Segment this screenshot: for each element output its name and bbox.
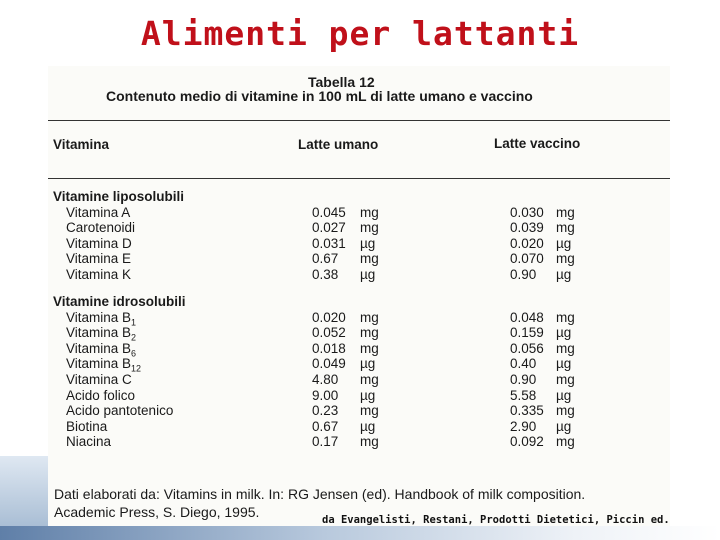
cow-milk-unit: µg: [556, 418, 572, 434]
human-milk-value: 0.17: [312, 434, 339, 450]
human-milk-unit: mg: [360, 309, 379, 325]
cow-milk-unit: µg: [556, 356, 572, 372]
human-milk-unit: µg: [360, 418, 376, 434]
vitamin-name-text: Vitamina E: [66, 251, 132, 267]
header-vitamin: Vitamina: [53, 137, 110, 152]
human-milk-unit: mg: [360, 372, 379, 387]
table-row: [48, 205, 670, 221]
human-milk-value: 0.027: [312, 220, 346, 236]
vitamin-name-text: Niacina: [66, 434, 112, 450]
table-number: Tabella 12: [308, 74, 375, 90]
vitamin-name-text: Vitamina B: [66, 325, 132, 341]
cow-milk-unit: mg: [556, 309, 575, 325]
cow-milk-value: 0.40: [510, 356, 537, 372]
human-milk-unit: mg: [360, 325, 379, 341]
human-milk-unit: µg: [360, 356, 376, 372]
table-row: [48, 236, 670, 252]
vitamin-name-text: Vitamina B: [66, 309, 132, 325]
vitamin-name-text: Acido folico: [66, 387, 136, 403]
cow-milk-value: 0.056: [510, 340, 544, 356]
citation-line-1: Dati elaborati da: Vitamins in milk. In: RG Jensen (ed). Handbook of milk composition.: [54, 486, 586, 502]
cow-milk-unit: mg: [556, 434, 575, 450]
human-milk-value: 0.67: [312, 418, 339, 434]
cow-milk-value: 0.90: [510, 267, 537, 282]
vitamin-name-text: Vitamina B: [66, 356, 132, 372]
table-row: [48, 325, 670, 341]
vitamin-name-text: Vitamina D: [66, 235, 132, 251]
vitamin-name-text: Acido pantotenico: [66, 403, 174, 419]
human-milk-value: 0.045: [312, 204, 346, 220]
cow-milk-value: 5.58: [510, 387, 537, 403]
human-milk-value: 0.031: [312, 235, 346, 251]
cow-milk-value: 2.90: [510, 418, 537, 434]
header-cow-milk: Latte vaccino: [494, 136, 581, 151]
cow-milk-unit: mg: [556, 403, 575, 419]
cow-milk-value: 0.030: [510, 204, 544, 220]
human-milk-value: 0.018: [312, 340, 346, 356]
human-milk-value: 0.67: [312, 251, 339, 267]
human-milk-unit: mg: [360, 220, 379, 236]
human-milk-value: 0.020: [312, 309, 346, 325]
vitamin-name-text: Vitamina C: [66, 372, 132, 387]
vitamin-subscript: 2: [131, 332, 137, 343]
human-milk-value: 9.00: [312, 387, 339, 403]
cow-milk-value: 0.159: [510, 325, 544, 341]
cow-milk-unit: µg: [556, 325, 572, 341]
cow-milk-unit: µg: [556, 267, 572, 282]
table-row: [48, 356, 670, 375]
cow-milk-unit: mg: [556, 372, 575, 387]
cow-milk-unit: mg: [556, 204, 575, 220]
vitamin-subscript: 6: [131, 348, 137, 359]
table-row: [48, 267, 670, 283]
human-milk-value: 0.23: [312, 403, 339, 419]
table-scan: [48, 66, 670, 526]
human-milk-unit: mg: [360, 340, 379, 356]
human-milk-unit: mg: [360, 434, 379, 450]
cow-milk-unit: mg: [556, 220, 575, 236]
decorative-strip: [0, 526, 720, 540]
table-row: [48, 251, 670, 267]
table-row: [48, 310, 670, 326]
cow-milk-value: 0.039: [510, 220, 544, 236]
slide-title: Alimenti per lattanti: [140, 14, 580, 53]
human-milk-unit: µg: [360, 267, 376, 282]
vitamin-name: [66, 434, 111, 452]
vitamin-subscript: 1: [131, 317, 137, 328]
vitamin-name-text: Vitamina A: [66, 204, 131, 220]
human-milk-unit: mg: [360, 251, 379, 267]
cow-milk-unit: mg: [556, 340, 575, 356]
human-milk-unit: µg: [360, 387, 376, 403]
vitamin-subscript: 12: [131, 364, 142, 375]
group-heading: Vitamine idrosolubili: [53, 294, 186, 309]
vitamin-name: [66, 267, 131, 285]
vitamin-name-text: Carotenoidi: [66, 220, 136, 236]
vitamin-name-text: Vitamina B: [66, 340, 132, 356]
human-milk-value: 0.38: [312, 267, 339, 282]
citation-line-2: Academic Press, S. Diego, 1995.: [54, 504, 260, 520]
cow-milk-unit: µg: [556, 387, 572, 403]
human-milk-unit: µg: [360, 235, 376, 251]
table-title: Contenuto medio di vitamine in 100 mL di latte umano e vaccino: [106, 88, 533, 104]
vitamin-name-text: Biotina: [66, 418, 108, 434]
cow-milk-value: 0.070: [510, 251, 544, 267]
cow-milk-unit: mg: [556, 251, 575, 267]
cow-milk-value: 0.020: [510, 235, 544, 251]
table-rule-top: [48, 120, 670, 121]
human-milk-value: 0.049: [312, 356, 346, 372]
human-milk-unit: mg: [360, 204, 379, 220]
table-row: [48, 388, 670, 404]
source-credit: da Evangelisti, Restani, Prodotti Dietetici, Piccin ed.: [322, 514, 670, 526]
cow-milk-value: 0.90: [510, 372, 537, 387]
table-row: [48, 341, 670, 357]
group-heading: Vitamine liposolubili: [53, 189, 185, 204]
cow-milk-value: 0.048: [510, 309, 544, 325]
human-milk-unit: mg: [360, 403, 379, 419]
table-row: [48, 403, 670, 419]
table-row: [48, 434, 670, 450]
human-milk-value: 4.80: [312, 372, 339, 387]
cow-milk-value: 0.335: [510, 403, 544, 419]
vitamin-name-text: Vitamina K: [66, 267, 132, 282]
cow-milk-unit: µg: [556, 235, 572, 251]
cow-milk-value: 0.092: [510, 434, 544, 450]
header-human-milk: Latte umano: [298, 137, 379, 152]
human-milk-value: 0.052: [312, 325, 346, 341]
table-row: [48, 419, 670, 435]
table-row: [48, 372, 670, 388]
table-rule-header: [48, 178, 670, 179]
table-row: [48, 220, 670, 236]
